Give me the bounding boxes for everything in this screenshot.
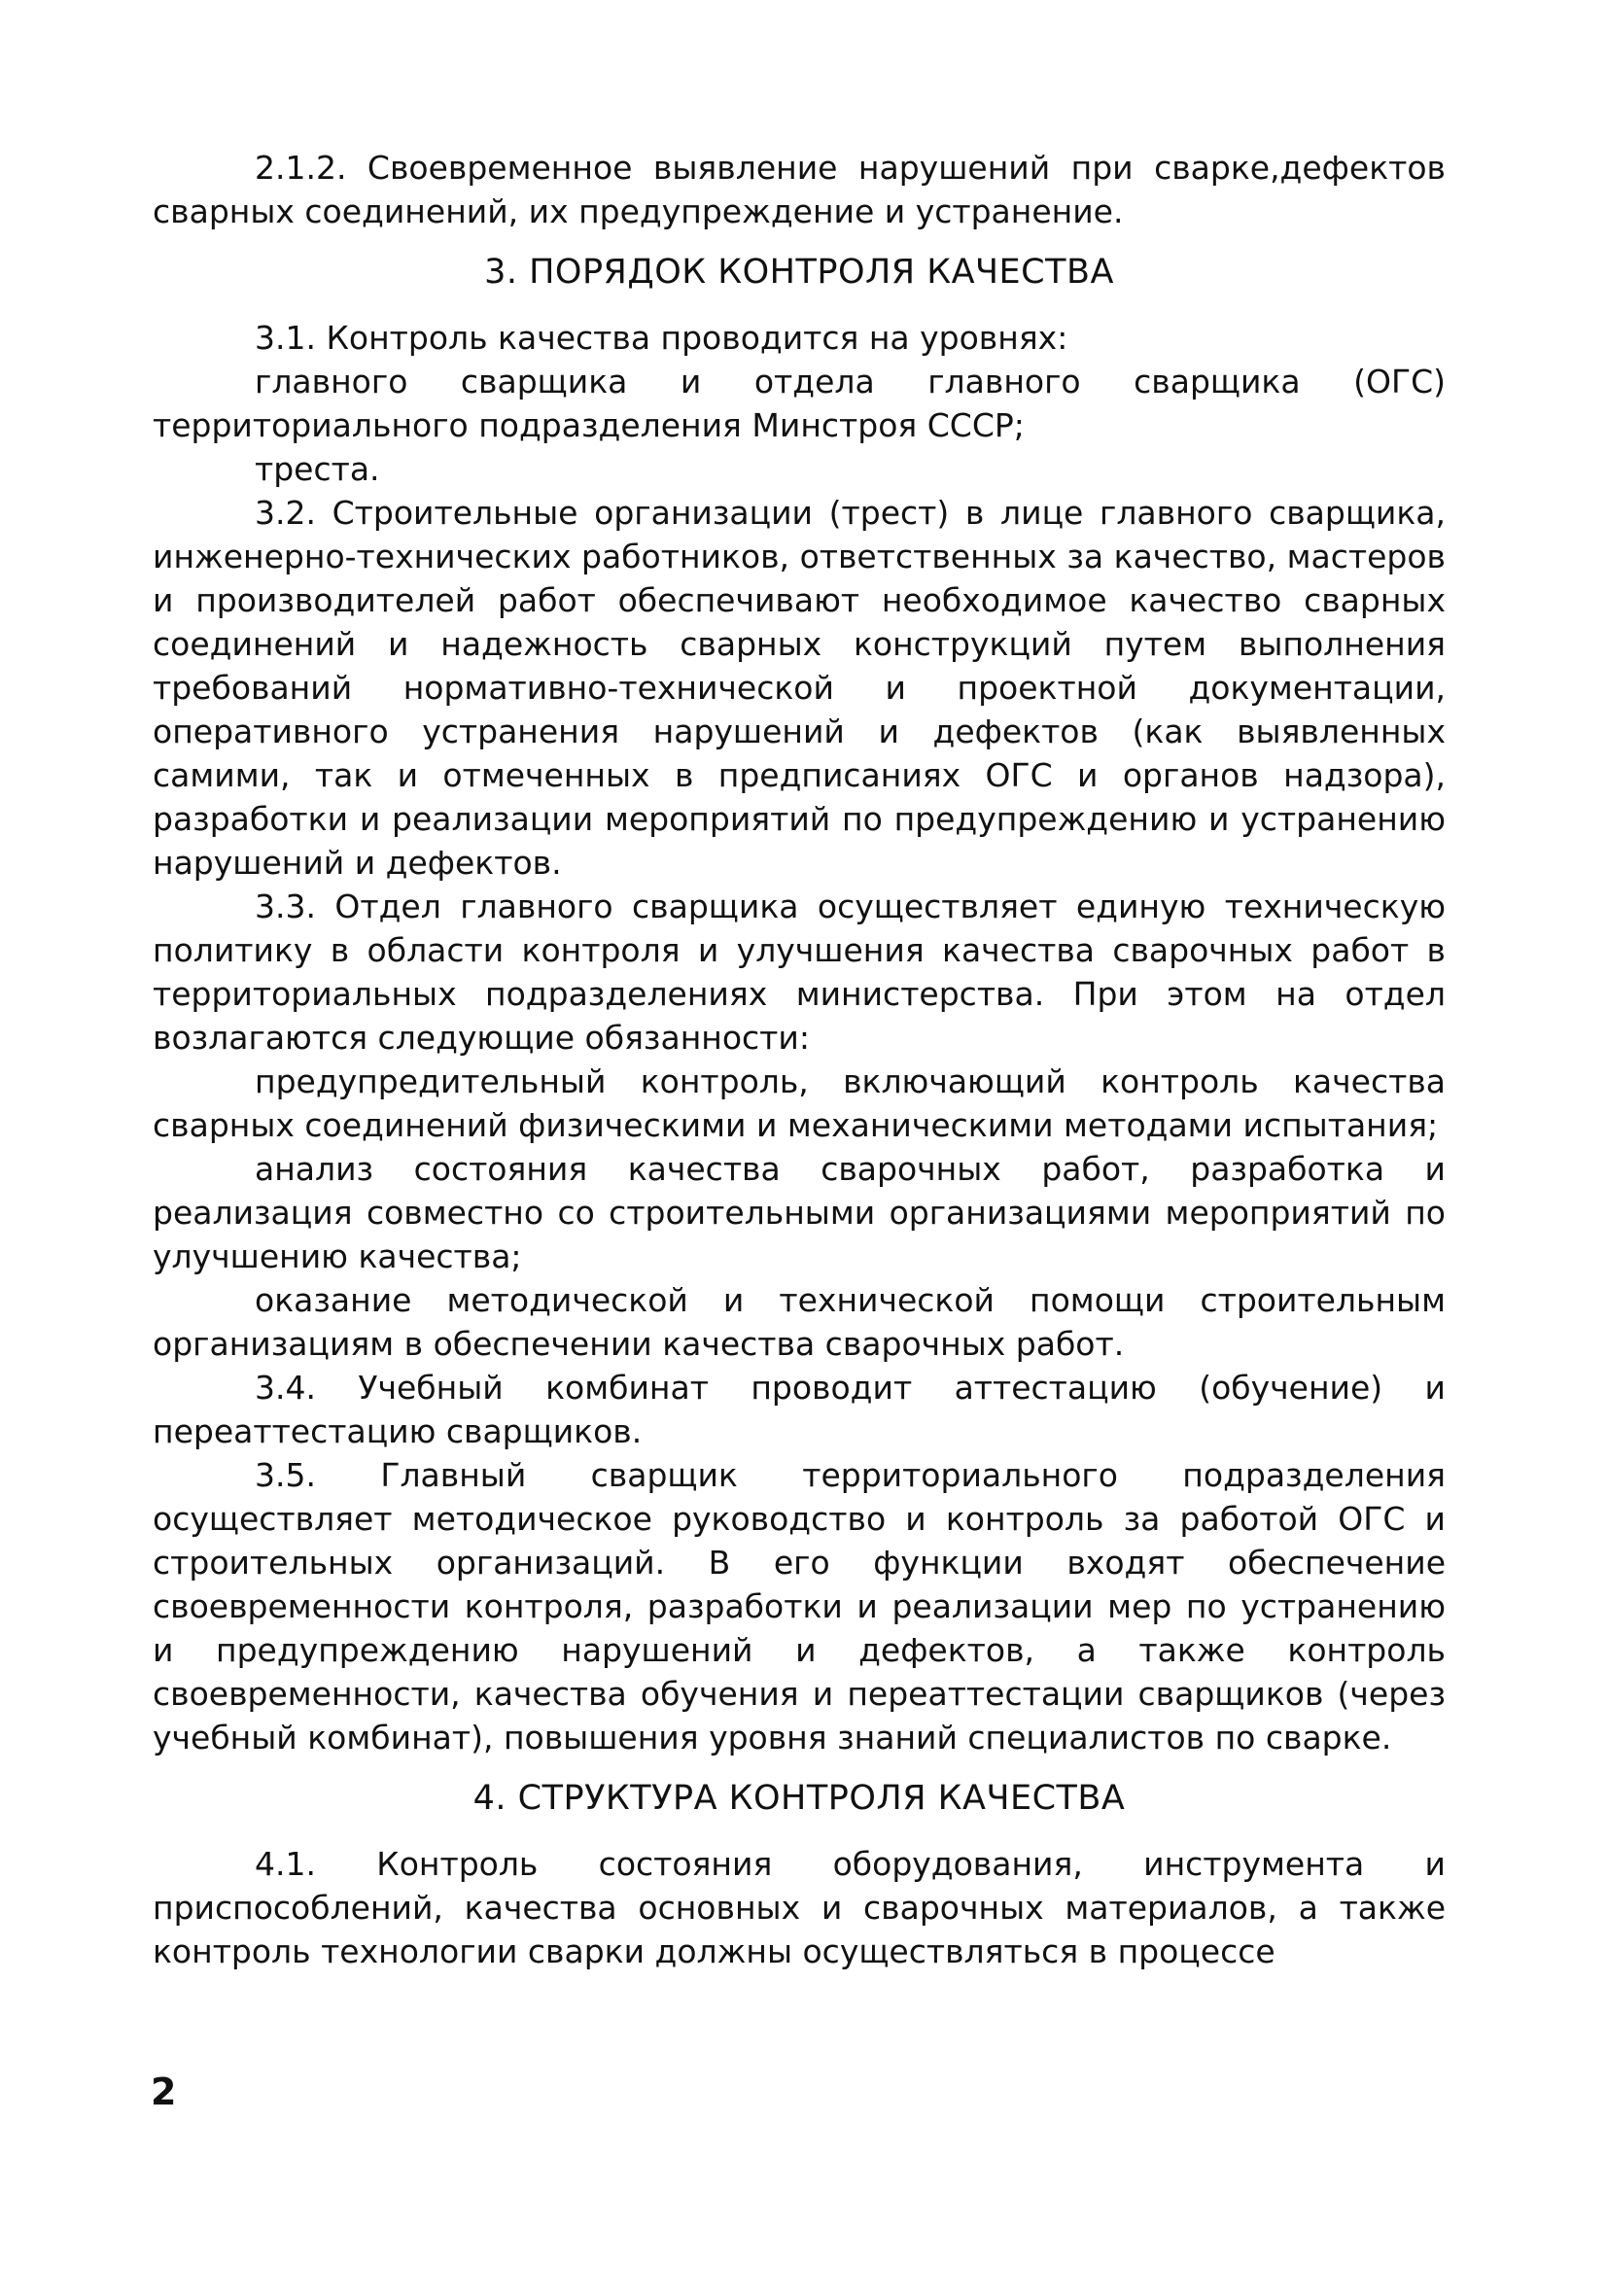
- paragraph-4-1: 4.1. Контроль состояния оборудования, инструмента и приспособлений, качества основных и сварочных материалов, а также контроль технологии сварки должны осуществляться в процессе: [153, 1845, 1446, 1970]
- paragraph-2-1-2: 2.1.2. Своевременное выявление нарушений при сварке,дефектов сварных соединений, их предупреждение и устранение.: [153, 149, 1446, 230]
- section-heading-3: 3. ПОРЯДОК КОНТРОЛЯ КАЧЕСТВА: [484, 253, 1114, 292]
- page-number: 2: [151, 2070, 177, 2113]
- list-item-3-3-c: оказание методической и технической помощи строительным организациям в обеспечении качества сварочных работ.: [153, 1281, 1446, 1363]
- paragraph-3-1: 3.1. Контроль качества проводится на уровнях:: [255, 319, 1068, 357]
- paragraph-3-2: 3.2. Строительные организации (трест) в лице главного сварщика, инженерно-технических работников, ответственных за качество, мастеров и производителей работ обеспечивают необходимое качество сварных соединений и надежность сварных конструкций путем выполнения требований нормативно-технической и проектной документации, оперативного устранения нарушений и дефектов (как выявленных самими, так и отмеченных в предписаниях ОГС и органов надзора), разработки и реализации мероприятий по предупреждению и устранению нарушений и дефектов.: [153, 494, 1446, 882]
- list-item-3-3-b: анализ состояния качества сварочных работ, разработка и реализация совместно со строительными организациями мероприятий по улучшению качества;: [153, 1150, 1446, 1275]
- list-item-3-3-a: предупредительный контроль, включающий контроль качества сварных соединений физическими и механическими методами испытания;: [153, 1062, 1446, 1144]
- list-item-3-1-a: главного сварщика и отдела главного сварщика (ОГС) территориального подразделения Минстроя СССР;: [153, 363, 1446, 444]
- paragraph-3-3: 3.3. Отдел главного сварщика осуществляет единую техническую политику в области контроля и улучшения качества сварочных работ в территориальных подразделениях министерства. При этом на отдел возлагаются следующие обязанности:: [153, 887, 1446, 1057]
- paragraph-3-5: 3.5. Главный сварщик территориального подразделения осуществляет методическое руководство и контроль за работой ОГС и строительных организаций. В его функции входят обеспечение своевременности контроля, разработки и реализации мер по устранению и предупреждению нарушений и дефектов, а также контроль своевременности, качества обучения и переаттестации сварщиков (через учебный комбинат), повышения уровня знаний специалистов по сварке.: [153, 1456, 1446, 1757]
- list-item-3-1-b: треста.: [255, 450, 380, 488]
- document-page: [153, 146, 1446, 2226]
- paragraph-3-4: 3.4. Учебный комбинат проводит аттестацию (обучение) и переаттестацию сварщиков.: [153, 1369, 1446, 1450]
- section-heading-4: 4. СТРУКТУРА КОНТРОЛЯ КАЧЕСТВА: [472, 1779, 1126, 1818]
